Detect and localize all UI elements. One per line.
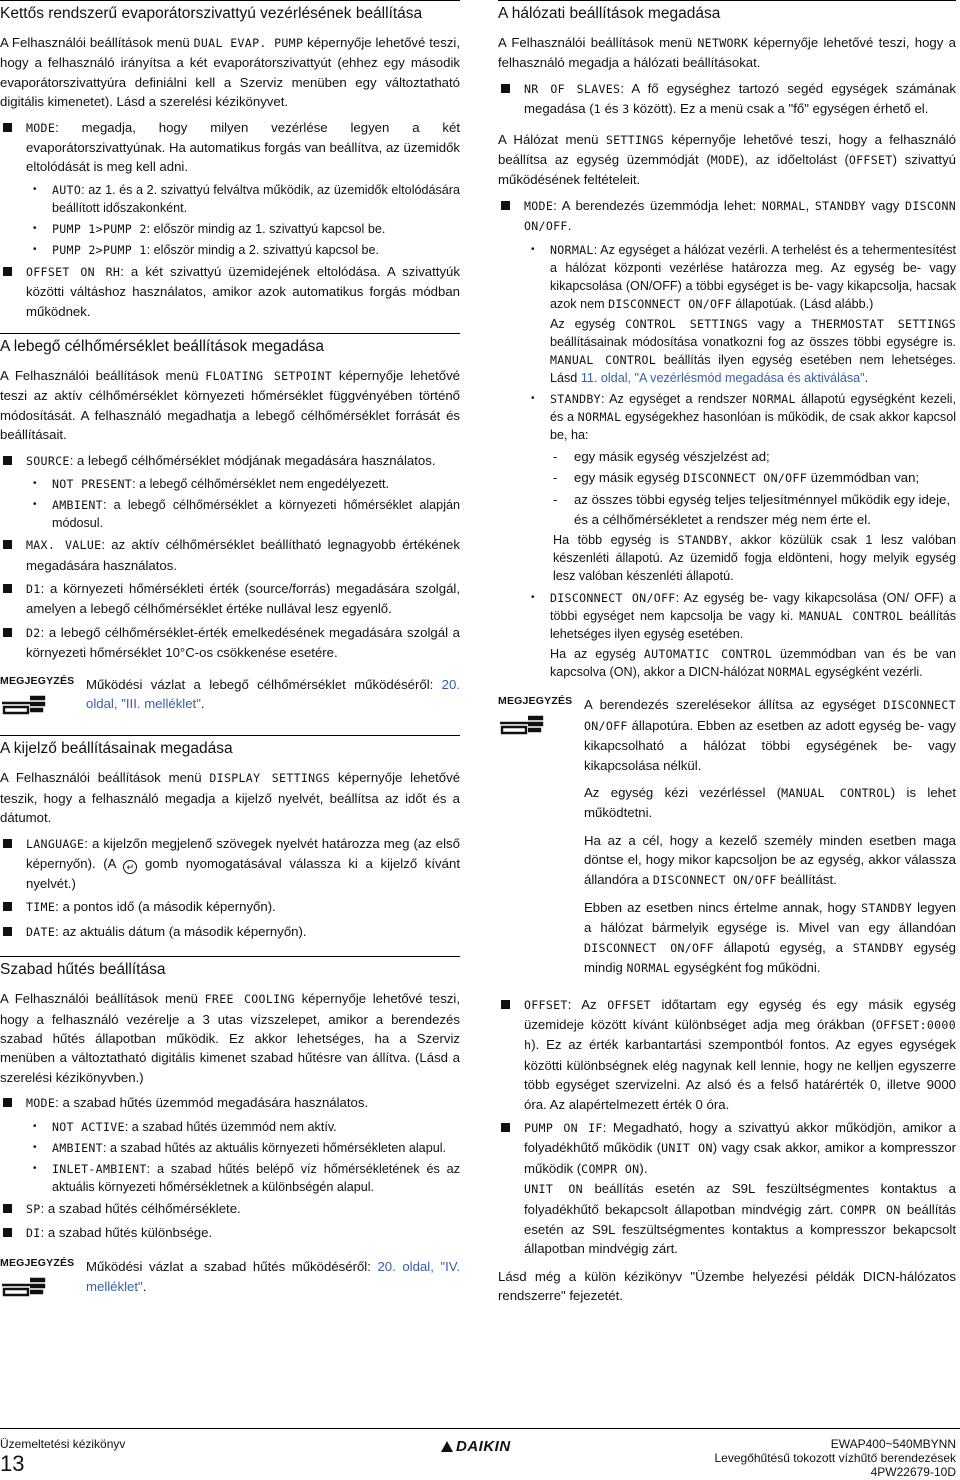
manual-title: Üzemeltetési kézikönyv bbox=[0, 1437, 126, 1451]
note-label: MEGJEGYZÉS bbox=[0, 674, 75, 687]
dash-item: - egy másik egység DISCONNECT ON/OFF üzemmódban van; bbox=[553, 470, 920, 486]
bullet-square-icon bbox=[3, 456, 12, 465]
sub-bullet-pump2: • PUMP 2>PUMP 1: először mindig a 2. szivattyú kapcsol be. bbox=[33, 242, 380, 257]
bullet-square-icon bbox=[3, 123, 12, 132]
sub-bullet-ambient: • AMBIENT: a lebegő célhőmérséklet a környezeti hőmérséklet alapján módosul. bbox=[33, 498, 460, 531]
bullet-square-icon bbox=[501, 1123, 510, 1132]
right-column bbox=[498, 0, 956, 1312]
bullet-square-icon bbox=[3, 1204, 12, 1213]
section-title: Kettős rendszerű evaporátorszivattyú vezérlésének beállítása bbox=[0, 0, 460, 24]
paragraph: Lásd még a külön kézikönyv "Üzembe helyezési példák DICN-hálózatos rendszerre" fejezetét. bbox=[498, 1268, 956, 1304]
pointing-hand-icon bbox=[0, 693, 48, 715]
note-block: MEGJEGYZÉS Működési vázlat a lebegő célhőmérséklet működéséről: 20. oldal, "III. melléklet". bbox=[0, 675, 460, 722]
bullet-d1: D1: a környezeti hőmérsékleti érték (source/forrás) megadására szolgál, amelyen a lebegő célhőmérséklet értéke nullával lesz egyenlő. bbox=[0, 579, 460, 619]
bullet-date: DATE: az aktuális dátum (a második képernyőn). bbox=[0, 922, 460, 942]
sub-bullet-normal: • NORMAL: Az egységet a hálózat vezérli. A terhelést és a tehermentesítést a hálózat központi vezérlése határozza meg. Az egység be- vagy kikapcsolása (ON/OFF) a többi egységet is be- vagy kikapcsolja, hacsak azok nem DISCONNECT ON/OFF állapotúak. (Lásd alább.) Az egység CONTROL SETTINGS vagy a THERMOSTAT SETTINGS beállításainak módosítása vonatkozni fog az összes többi egységre is. MANUAL CONTROL beállítás ilyen egység esetében nem lehetséges. Lásd 11. oldal, "A vezérlésmód megadása és aktiválása". bbox=[531, 242, 957, 385]
bullet-mode: MODE: A berendezés üzemmódja lehet: NORMAL, STANDBY vagy DISCONN ON/OFF. bbox=[498, 196, 956, 237]
pointing-hand-icon bbox=[498, 713, 546, 735]
document-code: 4PW22679-10D bbox=[870, 1465, 956, 1479]
page-link[interactable]: 11. oldal, "A vezérlésmód megadása és aktiválása" bbox=[580, 370, 865, 385]
bullet-square-icon bbox=[3, 927, 12, 936]
section-title: A hálózati beállítások megadása bbox=[498, 0, 956, 24]
sub-bullet-ambient: • AMBIENT: a szabad hűtés az aktuális környezeti hőmérsékleten alapul. bbox=[33, 1140, 446, 1155]
bullet-source: SOURCE: a lebegő célhőmérséklet módjának megadására használatos. bbox=[0, 451, 460, 471]
section-free-cooling bbox=[0, 956, 460, 1304]
paragraph: A Hálózat menü SETTINGS képernyője lehetővé teszi, hogy a felhasználó beállítsa az egység üzemmódját (MODE), az időeltolást (OFFSET) szivattyú működésének feltételeit. bbox=[498, 131, 956, 188]
page-number: 13 bbox=[0, 1451, 25, 1476]
bullet-square-icon bbox=[3, 839, 12, 848]
page-footer bbox=[0, 1428, 960, 1478]
bullet-nr-of-slaves: NR OF SLAVES: A fő egységhez tartozó segéd egységek számának megadása (1 és 3 között). Ez a menü csak a "fő" egységen érhető el. bbox=[498, 79, 956, 120]
bullet-square-icon bbox=[3, 267, 12, 276]
daikin-logo: DAIKIN bbox=[441, 1437, 511, 1456]
bullet-square-icon bbox=[3, 584, 12, 593]
product-description: Levegőhűtésű tokozott vízhűtő berendezések bbox=[714, 1451, 956, 1465]
bullet-square-icon bbox=[501, 1000, 510, 1009]
section-title: A lebegő célhőmérséklet beállítások megadása bbox=[0, 333, 460, 357]
bullet-mode: MODE: megadja, hogy milyen vezérlése legyen a két evaporátorszivattyúnak. Ha automatikus forgás van beállítva, az üzemidők eltolódását is meg kell adni. bbox=[0, 118, 460, 177]
bullet-max-value: MAX. VALUE: az aktív célhőmérséklet beállítható legnagyobb értékének megadására használatos. bbox=[0, 535, 460, 575]
section-dual-evap-pump bbox=[0, 0, 460, 321]
bullet-square-icon bbox=[3, 1228, 12, 1237]
note-block: MEGJEGYZÉS Működési vázlat a szabad hűtés működéséről: 20. oldal, "IV. melléklet". bbox=[0, 1257, 460, 1304]
page-link[interactable]: 20. oldal, "IV. melléklet" bbox=[86, 1259, 460, 1294]
note-block: MEGJEGYZÉS A berendezés szerelésekor állítsa az egységet DISCONNECT ON/OFF állapotúra. Ebben az esetben az adott egység be- vagy kikapcsolható a hálózat többi egységének be- vagy kikapcsolása nélkül. Az egység kézi vezérléssel (MANUAL CONTROL) is lehet működtetni. Ha az a cél, hogy a kezelő személy minden esetben maga döntse el, hogy mikor kapcsoljon be az egység, akkor válassza állandóra a DISCONNECT ON/OFF beállítást. Ebben az esetben nincs értelme annak, hogy STANDBY legyen a hálózat bármelyik egysége is. Mivel van egy állandóan DISCONNECT ON/OFF állapotú egység, a STANDBY egység mindig NORMAL egységként fog működni. bbox=[498, 695, 957, 976]
bullet-language: LANGUAGE: a kijelzőn megjelenő szövegek nyelvét határozza meg (az első képernyőn). (A ↵ gomb nyomogatásával válassza ki a kijelző kívánt nyelvét.) bbox=[0, 834, 460, 894]
sub-bullet-inlet-ambient: • INLET-AMBIENT: a szabad hűtés belépő víz hőmérsékletének és az aktuális környezeti hőmérsékletnek a különbségén alapul. bbox=[33, 1161, 460, 1194]
sub-bullet-disconnect: • DISCONNECT ON/OFF: Az egység be- vagy kikapcsolása (ON/ OFF) a többi egységet nem kapcsolja be vagy ki. MANUAL CONTROL beállítás lehetséges ilyen egység esetében. Ha az egység AUTOMATIC CONTROL üzemmódban van és be van kapcsolva (ON), akkor a DICN-hálózat NORMAL egységként vezérli. bbox=[531, 591, 957, 680]
note-label: MEGJEGYZÉS bbox=[0, 1257, 75, 1270]
bullet-pump-on-if: PUMP ON IF: Megadható, hogy a szivattyú akkor működjön, amikor a folyadékhűtő működik (UNIT ON) vagy csak akkor, amikor a kompresszor működik (COMPR ON). UNIT ON beállítás esetén az S9L feszültségmentes kontaktus a folyadékhűtő bekapcsolt állapotban mindvégig zárt. COMPR ON beállítás esetén az S9L feszültségmentes kontaktus a kompresszor bekapcsolt állapotban mindvégig zárt. bbox=[498, 1118, 956, 1259]
model-code: EWAP400~540MBYNN bbox=[830, 1437, 956, 1451]
bullet-square-icon bbox=[3, 628, 12, 637]
section-title: A kijelző beállításainak megadása bbox=[0, 735, 460, 759]
bullet-square-icon bbox=[501, 201, 510, 210]
section-floating-setpoint bbox=[0, 333, 460, 721]
bullet-time: TIME: a pontos idő (a második képernyőn). bbox=[0, 897, 460, 917]
paragraph: A Felhasználói beállítások menü DISPLAY SETTINGS képernyője lehetővé teszik, hogy a felhasználó megadja a kijelző nyelvét, beállítsa az időt és a dátumot. bbox=[0, 770, 461, 826]
pointing-hand-icon bbox=[0, 1275, 48, 1297]
bullet-offset: OFFSET: Az OFFSET időtartam egy egység és egy másik egység üzemideje között kívánt különbséget adja meg órákban (OFFSET:0000 h). Ez az érték karbantartási szempontból fontos. Az egyes egységek közötti különbségnek elég nagynak kell lennie, hogy ne kelljen egyszerre több egységet szervizelni. Az alsó és a felső határérték 0, illetve 9000 óra. Az alapértelmezett érték 0 óra. bbox=[498, 995, 956, 1114]
paragraph: A Felhasználói beállítások menü FREE COOLING képernyője lehetővé teszi, hogy a felhasználó vezérelje a 3 utas vízszelepet, amikor a berendezés szabad hűtés állapotban működik. Ez akkor lehetséges, ha a Szerviz menüben a változtatható digitális kimenet szabad hűtésre van állítva. (Lásd a szerelési kézikönyvben.) bbox=[0, 991, 460, 1085]
bullet-sp: SP: a szabad hűtés célhőmérséklete. bbox=[0, 1199, 460, 1219]
note-label: MEGJEGYZÉS bbox=[498, 695, 573, 708]
sub-bullet-auto: • AUTO: az 1. és a 2. szivattyú felváltva működik, az üzemidők eltolódására beállított időszakonként. bbox=[33, 182, 460, 215]
paragraph: A Felhasználói beállítások menü FLOATING SETPOINT képernyője lehetővé teszi az aktív célhőmérséklet környezeti hőmérséklet függvényében történő módosítását. A felhasználó megadhatja a lebegő célhőmérséklet forrását és beállításait. bbox=[0, 368, 461, 443]
dash-item: - egy másik egység vészjelzést ad; bbox=[553, 448, 770, 464]
bullet-square-icon bbox=[3, 902, 12, 911]
sub-bullet-pump1: • PUMP 1>PUMP 2: először mindig az 1. szivattyú kapcsol be. bbox=[33, 221, 386, 236]
bullet-di: DI: a szabad hűtés különbsége. bbox=[0, 1223, 460, 1243]
dash-item: - az összes többi egység teljes teljesítménnyel működik egy ideje, és a célhőmérsékletet a rendszer még nem érte el. bbox=[553, 492, 951, 527]
bullet-offset: OFFSET ON RH: a két szivattyú üzemidejének eltolódása. A szivattyúk közötti váltáshoz használatos, amikor azok automatikus forgás módban működnek. bbox=[0, 262, 460, 321]
bullet-mode: MODE: a szabad hűtés üzemmód megadására használatos. bbox=[0, 1093, 460, 1113]
section-title: Szabad hűtés beállítása bbox=[0, 956, 460, 980]
paragraph: Ha több egység is STANDBY, akkor közülük csak 1 lesz valóban készenléti állapotú. Az üzemidő fogja eldönteni, hogy melyik egység lesz valóban készenléti állapotú. bbox=[553, 533, 956, 584]
page-link[interactable]: 20. oldal, "III. melléklet" bbox=[86, 676, 460, 711]
section-display-settings bbox=[0, 735, 460, 942]
paragraph: A Felhasználói beállítások menü NETWORK képernyője lehetővé teszi, hogy a felhasználó megadja a hálózati beállításokat. bbox=[498, 35, 957, 71]
logo-triangle-icon bbox=[441, 1441, 453, 1452]
paragraph: A Felhasználói beállítások menü DUAL EVAP. PUMP képernyője lehetővé teszi, hogy a felhasználó irányítsa a két evaporátorszivattyút (ehhez egy második evaporátorszivattyúra definiálni kell a Szerviz menüben egy változtatható digitális kimenetet). Lásd a szerelési kézikönyvet. bbox=[0, 35, 461, 110]
bullet-square-icon bbox=[3, 1098, 12, 1107]
sub-bullet-not-active: • NOT ACTIVE: a szabad hűtés üzemmód nem aktív. bbox=[33, 1119, 337, 1134]
enter-key-icon: ↵ bbox=[123, 860, 137, 874]
sub-bullet-not-present: • NOT PRESENT: a lebegő célhőmérséklet nem engedélyezett. bbox=[33, 477, 390, 492]
sub-bullet-standby: • STANDBY: Az egységet a rendszer NORMAL állapotú egységként kezeli, és a NORMAL egységekhez hasonlóan is működik, de csak akkor kapcsol be, ha: bbox=[531, 391, 957, 442]
bullet-square-icon bbox=[3, 540, 12, 549]
bullet-square-icon bbox=[501, 84, 510, 93]
left-column bbox=[0, 0, 460, 1312]
bullet-d2: D2: a lebegő célhőmérséklet-érték emelkedésének megadására szolgál a környezeti hőmérséklet 10°C-os csökkenése esetére. bbox=[0, 623, 460, 663]
